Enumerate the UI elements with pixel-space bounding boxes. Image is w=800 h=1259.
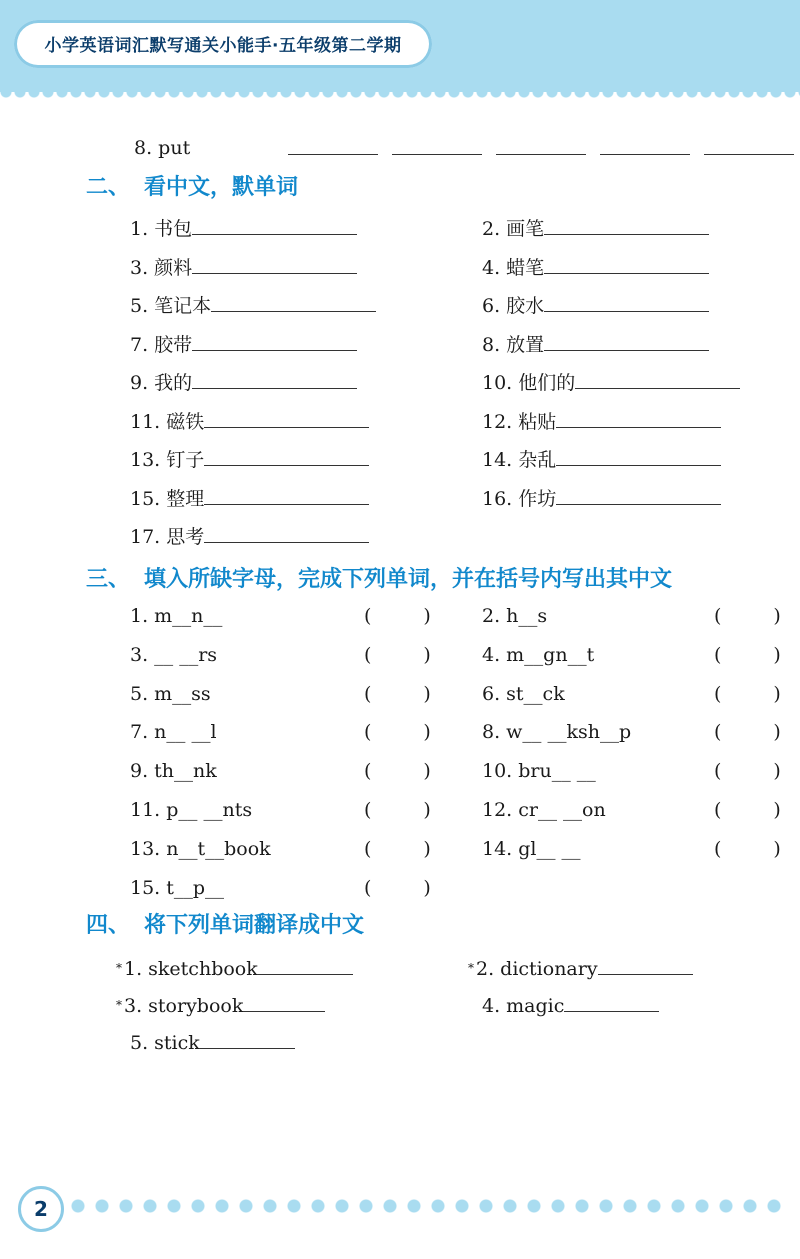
answer-blank[interactable]	[556, 486, 721, 505]
paren-close: )	[773, 760, 781, 783]
answer-parentheses[interactable]	[364, 682, 431, 706]
sec4-item-label: 5. stick	[130, 1032, 200, 1054]
answer-parentheses[interactable]	[364, 643, 431, 667]
sec2-item-label: 12. 粘贴	[482, 410, 557, 433]
sec2-item	[130, 216, 357, 241]
sec2-item	[130, 293, 376, 318]
answer-blank[interactable]	[544, 332, 709, 351]
section-4-title: 将下列单词翻译成中文	[144, 913, 365, 938]
sec2-item	[130, 447, 369, 472]
optional-star-icon: *	[116, 961, 122, 975]
answer-blank[interactable]	[556, 409, 721, 428]
sec4-item-label: 2. dictionary	[476, 958, 598, 980]
sec3-item-label: 4. m__gn__t	[482, 643, 595, 666]
answer-parentheses[interactable]	[364, 798, 431, 822]
sec2-item	[130, 409, 369, 434]
paren-close: )	[423, 605, 431, 627]
paren-open: (	[364, 760, 372, 783]
sec2-item-label: 16. 作坊	[482, 487, 557, 510]
sec4-item	[468, 956, 693, 981]
paren-close: )	[423, 721, 431, 744]
sec4-item-label: 3. storybook	[124, 995, 244, 1017]
paren-close: )	[423, 837, 431, 860]
sec2-item	[482, 486, 721, 511]
answer-blank[interactable]	[243, 993, 325, 1012]
item8-label: 8. put	[134, 137, 191, 159]
paren-open: (	[714, 837, 722, 860]
sec3-item	[482, 682, 565, 706]
optional-star-icon: *	[468, 961, 474, 975]
sec2-item-label: 11. 磁铁	[130, 410, 205, 433]
sec3-item-label: 7. n__ __l	[130, 721, 217, 744]
sec2-item	[130, 332, 357, 357]
sec3-item-label: 10. bru__ __	[482, 760, 596, 783]
sec3-item-label: 6. st__ck	[482, 682, 565, 705]
answer-parentheses[interactable]	[364, 604, 431, 628]
paren-close: )	[773, 721, 781, 744]
sec2-item-label: 13. 钉子	[130, 449, 205, 471]
answer-parentheses[interactable]	[714, 837, 781, 861]
header-title-cloud	[14, 20, 432, 68]
section-2-number: 二、	[86, 175, 131, 200]
header-scallop	[0, 86, 800, 98]
sec2-item	[130, 486, 369, 511]
paren-open: (	[714, 799, 722, 821]
answer-parentheses[interactable]	[364, 837, 431, 861]
sec2-item	[482, 370, 740, 395]
blank[interactable]	[496, 136, 586, 155]
sec3-item	[130, 720, 217, 744]
sec3-item-label: 14. gl__ __	[482, 837, 581, 860]
sec3-item	[482, 643, 594, 667]
sec3-item-label: 9. th__nk	[130, 760, 217, 783]
sec3-item	[482, 720, 631, 744]
answer-parentheses[interactable]	[364, 876, 431, 900]
section-2-heading	[86, 174, 298, 202]
sec2-item-label: 3. 颜料	[130, 256, 193, 279]
answer-blank[interactable]	[598, 956, 693, 975]
answer-blank[interactable]	[200, 1030, 295, 1049]
answer-blank[interactable]	[564, 993, 659, 1012]
sec4-item-label: 1. sketchbook	[124, 958, 258, 980]
sec4-item	[116, 993, 325, 1018]
paren-open: (	[364, 643, 372, 666]
sec3-item	[482, 837, 581, 861]
sec4-item	[482, 993, 659, 1018]
section-4-heading	[86, 912, 364, 940]
answer-blank[interactable]	[575, 370, 740, 389]
section-3-title: 填入所缺字母，完成下列单词，并在括号内写出其中文	[144, 567, 673, 592]
sec3-item-label: 5. m__ss	[130, 682, 211, 705]
sec3-item	[130, 837, 271, 861]
answer-parentheses[interactable]	[714, 643, 781, 667]
answer-blank[interactable]	[204, 447, 369, 466]
sec2-item	[482, 447, 721, 472]
sec4-item	[116, 956, 353, 981]
paren-open: (	[714, 682, 722, 705]
sec2-item-label: 17. 思考	[130, 526, 205, 548]
paren-close: )	[773, 682, 781, 705]
answer-blank[interactable]	[204, 486, 369, 505]
paren-open: (	[714, 760, 722, 783]
sec2-item	[482, 293, 709, 318]
sec2-item-label: 5. 笔记本	[130, 295, 212, 317]
paren-open: (	[364, 721, 372, 744]
answer-blank[interactable]	[192, 255, 357, 274]
section-3-heading	[86, 566, 672, 594]
sec3-item-label: 13. n__t__book	[130, 837, 271, 860]
sec3-item-label: 3. __ __rs	[130, 643, 218, 666]
sec3-item-label: 11. p__ __nts	[130, 799, 253, 821]
item8-blanks	[288, 136, 794, 161]
sec2-item	[482, 255, 709, 280]
sec2-item	[482, 216, 709, 241]
answer-blank[interactable]	[258, 956, 353, 975]
sec3-item	[130, 682, 211, 706]
sec2-item-label: 1. 书包	[130, 218, 193, 240]
sec3-item	[482, 759, 596, 783]
sec4-item	[130, 1030, 295, 1055]
sec4-item-label: 4. magic	[482, 995, 565, 1017]
sec2-item	[482, 409, 721, 434]
paren-close: )	[423, 682, 431, 705]
paren-close: )	[423, 799, 431, 821]
sec2-item-label: 8. 放置	[482, 333, 545, 356]
paren-open: (	[364, 605, 372, 627]
answer-blank[interactable]	[192, 370, 357, 389]
answer-blank[interactable]	[192, 332, 357, 351]
answer-parentheses[interactable]	[714, 720, 781, 744]
answer-blank[interactable]	[544, 216, 709, 235]
answer-parentheses[interactable]	[714, 759, 781, 783]
sec2-item-label: 4. 蜡笔	[482, 256, 545, 279]
answer-parentheses[interactable]	[364, 720, 431, 744]
sec3-item	[482, 604, 547, 628]
page-number: 2	[18, 1186, 64, 1232]
paren-close: )	[773, 799, 781, 821]
sec2-item	[130, 255, 357, 280]
sec3-item	[130, 643, 217, 667]
answer-parentheses[interactable]	[714, 798, 781, 822]
optional-star-icon: *	[116, 998, 122, 1012]
paren-open: (	[714, 605, 722, 627]
paren-open: (	[364, 837, 372, 860]
section-2-title: 看中文，默单词	[144, 175, 299, 200]
sec2-item-label: 9. 我的	[130, 372, 193, 394]
sec3-item	[130, 876, 224, 900]
sec2-item-label: 14. 杂乱	[482, 449, 557, 471]
answer-blank[interactable]	[192, 216, 357, 235]
answer-parentheses[interactable]	[364, 759, 431, 783]
header-title: 小学英语词汇默写通关小能手·五年级第二学期	[44, 36, 402, 56]
paren-close: )	[773, 837, 781, 860]
answer-blank[interactable]	[204, 524, 369, 543]
answer-blank[interactable]	[544, 255, 709, 274]
answer-parentheses[interactable]	[714, 682, 781, 706]
blank[interactable]	[288, 136, 378, 155]
sec3-item-label: 1. m__n__	[130, 605, 223, 627]
sec3-item-label: 8. w__ __ksh__p	[482, 721, 632, 744]
paren-close: )	[423, 760, 431, 783]
sec3-item-label: 12. cr__ __on	[482, 799, 606, 821]
paren-open: (	[364, 682, 372, 705]
sec3-item	[130, 798, 252, 822]
paren-open: (	[364, 876, 372, 899]
paren-close: )	[773, 643, 781, 666]
sec2-item-label: 10. 他们的	[482, 372, 576, 394]
sec2-item-label: 6. 胶水	[482, 295, 545, 317]
item8-put	[134, 136, 190, 160]
sec3-item-label: 2. h__s	[482, 605, 548, 627]
paren-close: )	[423, 643, 431, 666]
paren-open: (	[714, 643, 722, 666]
answer-blank[interactable]	[544, 293, 709, 312]
blank[interactable]	[704, 136, 794, 155]
answer-blank[interactable]	[204, 409, 369, 428]
blank[interactable]	[600, 136, 690, 155]
sec2-item-label: 2. 画笔	[482, 218, 545, 240]
sec2-item-label: 7. 胶带	[130, 333, 193, 356]
paren-close: )	[423, 876, 431, 899]
section-4-number: 四、	[86, 913, 131, 938]
sec2-item-label: 15. 整理	[130, 487, 205, 510]
paren-open: (	[364, 799, 372, 821]
section-3-number: 三、	[86, 567, 131, 592]
sec3-item-label: 15. t__p__	[130, 876, 225, 899]
sec3-item	[130, 759, 217, 783]
sec3-item	[482, 798, 606, 822]
sec3-item	[130, 604, 222, 628]
paren-open: (	[714, 721, 722, 744]
answer-blank[interactable]	[556, 447, 721, 466]
paren-close: )	[773, 605, 781, 627]
sec2-item	[482, 332, 709, 357]
answer-parentheses[interactable]	[714, 604, 781, 628]
sec2-item	[130, 370, 357, 395]
sec2-item	[130, 524, 369, 549]
blank[interactable]	[392, 136, 482, 155]
footer-dots	[70, 1198, 790, 1214]
answer-blank[interactable]	[211, 293, 376, 312]
